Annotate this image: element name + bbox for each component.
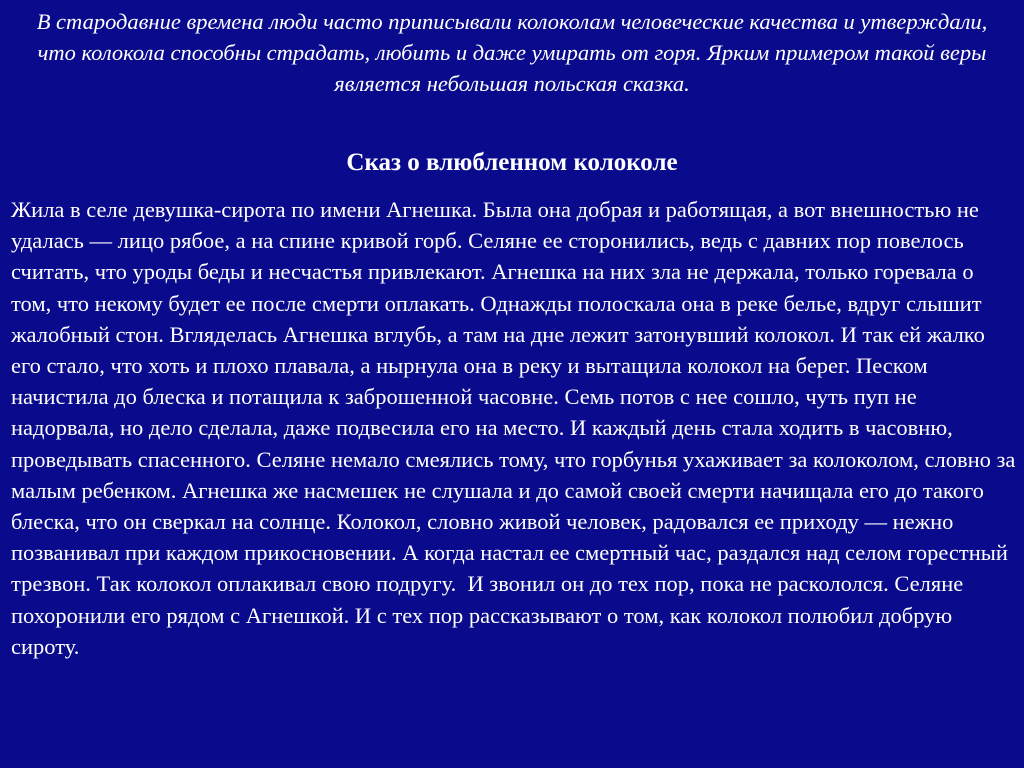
story-title: Сказ о влюбленном колоколе xyxy=(346,149,678,176)
intro-text: В стародавние времена люди часто приписывали колоколам человеческие качества и утверждали, что колокола способны страдать, любить и даже умирать от горя. Ярким примером такой веры является небольшая польская сказка. xyxy=(36,9,988,96)
story-text: Жила в селе девушка-сирота по имени Агнешка. Была она добрая и работящая, а вот внешностью не удалась — лицо рябое, а на спине кривой горб. Селяне ее сторонились, ведь с давних пор повелось считать, что уроды беды и несчастья привлекают. Агнешка на них зла не держала, только горевала о том, что некому будет ее после смерти оплакать. Однажды полоскала она в реке белье, вдруг слышит жалобный стон. Вгляделась Агнешка вглубь, а там на дне лежит затонувший колокол. И так ей жалко его стало, что хоть и плохо плавала, а нырнула она в реку и вытащила колокол на берег. Песком начистила до блеска и потащила к заброшенной часовне. Семь потов с нее сошло, чуть пуп не надорвала, но дело сделала, даже подвесила его на место. И каждый день стала ходить в часовню, проведывать спасенного. Селяне немало смеялись тому, что горбунья ухаживает за колоколом, словно за малым ребенком. Агнешка же насмешек не слушала и до самой своей смерти начищала его до такого блеска, что он сверкал на солнце. Колокол, словно живой человек, радовался ее приходу — нежно позванивал при каждом прикосновении. А когда настал ее смертный час, раздался над селом горестный трезвон. Так колокол оплакивал свою подругу. И звонил он до тех пор, пока не раскололся. Селяне похоронили его рядом с Агнешкой. И с тех пор рассказывают о том, как колокол полюбил добрую сироту. xyxy=(11,197,1021,659)
